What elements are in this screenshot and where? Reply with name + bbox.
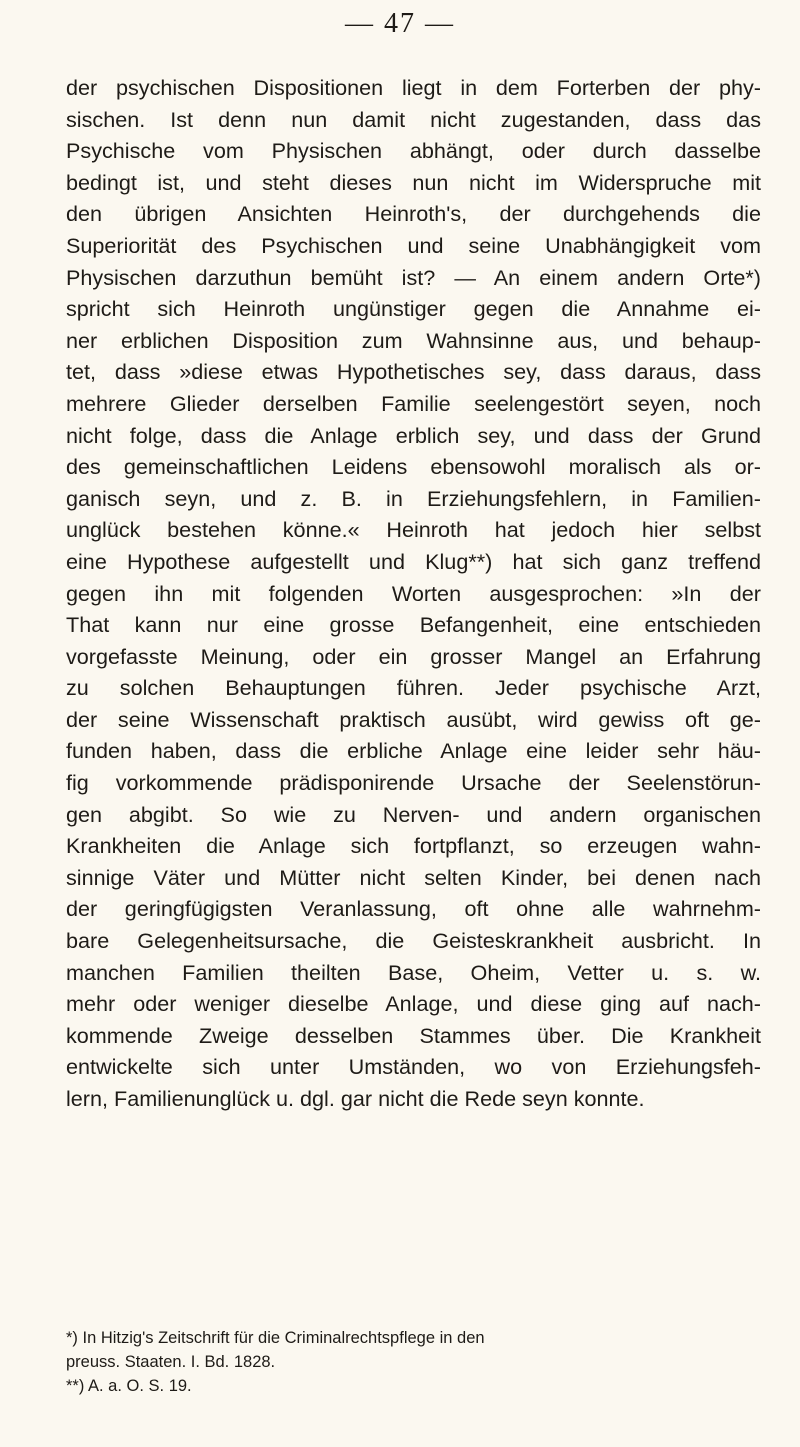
- footnote-2: **) A. a. O. S. 19.: [66, 1377, 192, 1395]
- text-line: spricht sich Heinroth ungünstiger gegen die Annahme ei-: [66, 296, 761, 322]
- text-line: bedingt ist, und steht dieses nun nicht im Widerspruche mit: [66, 169, 761, 195]
- text-line: That kann nur eine grosse Befangenheit, eine entschieden: [66, 612, 761, 638]
- text-line: gen abgibt. So wie zu Nerven- und andern organischen: [66, 801, 761, 827]
- text-line: der psychischen Dispositionen liegt in dem Forterben der phy-: [66, 75, 761, 100]
- text-line: den übrigen Ansichten Heinroth's, der durchgehends die: [66, 201, 761, 227]
- text-line: funden haben, dass die erbliche Anlage eine leider sehr häu-: [66, 738, 761, 764]
- text-line: mehr oder weniger dieselbe Anlage, und diese ging auf nach-: [66, 991, 761, 1017]
- footnotes: [66, 1326, 761, 1398]
- text-line: zu solchen Behauptungen führen. Jeder psychische Arzt,: [66, 675, 761, 701]
- text-line: Physischen darzuthun bemüht ist? — An einem andern Orte*): [66, 264, 761, 290]
- text-line: gegen ihn mit folgenden Worten ausgesprochen: »In der: [66, 580, 761, 606]
- text-line: der seine Wissenschaft praktisch ausübt, wird gewiss oft ge-: [66, 706, 761, 732]
- text-line: entwickelte sich unter Umständen, wo von Erziehungsfeh-: [66, 1054, 761, 1080]
- text-line: fig vorkommende prädisponirende Ursache der Seelenstörun-: [66, 770, 761, 796]
- page-number-header: — 47 —: [345, 8, 455, 39]
- body-text: [66, 72, 761, 1115]
- text-line: Superiorität des Psychischen und seine Unabhängigkeit vom: [66, 232, 761, 258]
- footnote-1: *) In Hitzig's Zeitschrift für die Criminalrechtspflege in den: [66, 1329, 485, 1347]
- text-line: tet, dass »diese etwas Hypothetisches sey, dass daraus, dass: [66, 359, 761, 385]
- text-line: Krankheiten die Anlage sich fortpflanzt, so erzeugen wahn-: [66, 833, 761, 859]
- text-line: ner erblichen Disposition zum Wahnsinne aus, und behaup-: [66, 327, 761, 353]
- text-line: ganisch seyn, und z. B. in Erziehungsfehlern, in Familien-: [66, 485, 761, 511]
- text-line: sinnige Väter und Mütter nicht selten Kinder, bei denen nach: [66, 864, 761, 890]
- text-line: sischen. Ist denn nun damit nicht zugestanden, dass das: [66, 106, 761, 132]
- text-line: der geringfügigsten Veranlassung, oft ohne alle wahrnehm-: [66, 896, 761, 922]
- text-line: unglück bestehen könne.« Heinroth hat jedoch hier selbst: [66, 517, 761, 543]
- text-line: kommende Zweige desselben Stammes über. Die Krankheit: [66, 1022, 761, 1048]
- text-line: mehrere Glieder derselben Familie seelengestört seyen, noch: [66, 390, 761, 416]
- footnote-1-continuation: preuss. Staaten. I. Bd. 1828.: [66, 1353, 276, 1371]
- text-line: bare Gelegenheitsursache, die Geisteskrankheit ausbricht. In: [66, 928, 761, 954]
- text-line: nicht folge, dass die Anlage erblich sey, und dass der Grund: [66, 422, 761, 448]
- text-line: eine Hypothese aufgestellt und Klug**) hat sich ganz treffend: [66, 548, 761, 574]
- text-line: Psychische vom Physischen abhängt, oder durch dasselbe: [66, 138, 761, 164]
- text-line: lern, Familienunglück u. dgl. gar nicht die Rede seyn konnte.: [66, 1086, 645, 1111]
- text-line: des gemeinschaftlichen Leidens ebensowohl moralisch als or-: [66, 454, 761, 480]
- text-line: manchen Familien theilten Base, Oheim, Vetter u. s. w.: [66, 959, 761, 985]
- text-line: vorgefasste Meinung, oder ein grosser Mangel an Erfahrung: [66, 643, 761, 669]
